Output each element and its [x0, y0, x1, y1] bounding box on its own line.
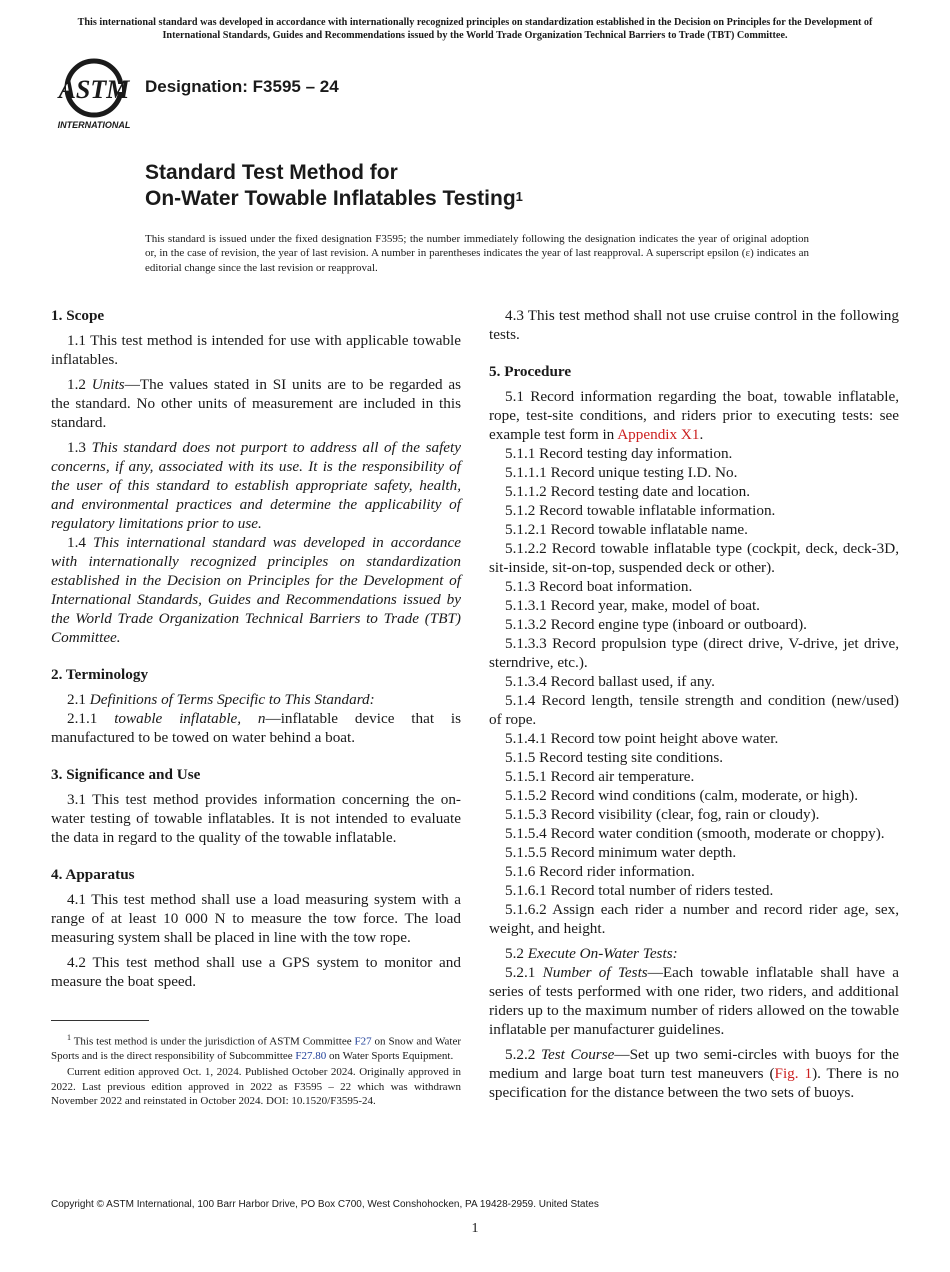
para-5-1-3: 5.1.3 Record boat information.	[505, 578, 693, 595]
para-4-2: 4.2 This test method shall use a GPS system to monitor and measure the boat speed.	[51, 954, 461, 990]
para-5-1-5-1: 5.1.5.1 Record air temperature.	[505, 768, 695, 785]
para-4-1: 4.1 This test method shall use a load measuring system with a range of at least 10 000 N to measure the tow force. The load measuring system shall be placed in line with the tow rope.	[51, 891, 461, 946]
para-5-2-2	[489, 1045, 899, 1102]
para-1-4	[51, 533, 461, 647]
para-5-1-text: 5.1 Record information regarding the boat, towable inflatable, rope, test-site conditions, and riders prior to executing tests: see example test form in	[489, 388, 899, 443]
para-2-1-1-term: towable inflatable, n	[114, 710, 266, 727]
para-5-1-3-2: 5.1.3.2 Record engine type (inboard or outboard).	[505, 616, 807, 633]
footnote-1-mark: 1	[67, 1033, 71, 1042]
para-5-1-3-3: 5.1.3.3 Record propulsion type (direct drive, V-drive, jet drive, sterndrive, etc.).	[489, 635, 899, 671]
top-notice: This international standard was developed in accordance with internationally recognized principles on standardization established in the Decision on Principles for the Development of International Standards, Guides and Recommendations issued by the World Trade Organization Technical Barriers to Trade (TBT) Committee.	[77, 17, 873, 41]
para-5-1-2-2: 5.1.2.2 Record towable inflatable type (cockpit, deck, deck-3D, sit-inside, sit-on-top, suspended deck or other).	[489, 540, 899, 576]
para-5-1	[489, 387, 899, 444]
para-5-1-5: 5.1.5 Record testing site conditions.	[505, 749, 724, 766]
title-line-1: Standard Test Method for	[145, 161, 398, 184]
copyright-notice: Copyright © ASTM International, 100 Barr Harbor Drive, PO Box C700, West Conshohocken, PA 19428-2959. United States	[51, 1199, 599, 1210]
issue-note: This standard is issued under the fixed designation F3595; the number immediately following the designation indicates the year of original adoption or, in the case of revision, the year of last revision. A number in parentheses indicates the year of last reapproval. A superscript epsilon (ε) indicates an editorial change since the last revision or reapproval.	[145, 233, 809, 274]
para-2-1-1-text: —inflatable device that is manufactured to be towed on water behind a boat.	[51, 710, 461, 746]
astm-logo-icon	[52, 56, 136, 132]
para-5-2-2-text-a: —Set up two semi-circles with buoys for the medium and large boat turn test maneuvers (	[489, 1046, 900, 1082]
section-heading-procedure: 5. Procedure	[489, 363, 572, 380]
document-title	[145, 160, 523, 212]
footnote-divider	[51, 1020, 149, 1021]
left-column	[51, 306, 461, 997]
para-5-1-5-3: 5.1.5.3 Record visibility (clear, fog, rain or cloudy).	[505, 806, 820, 823]
title-footnote-ref: 1	[515, 189, 523, 204]
para-5-2-2-text-b: ). There is no specification for the distance between the two sets of buoys.	[489, 1065, 900, 1101]
footnote-1-text-c: on Water Sports Equipment.	[326, 1050, 454, 1063]
para-2-1	[51, 690, 461, 709]
para-5-2-1	[489, 963, 899, 1039]
para-5-1-6-1: 5.1.6.1 Record total number of riders tested.	[505, 882, 774, 899]
title-line-2-text: On-Water Towable Inflatables Testing	[145, 187, 516, 210]
appendix-x1-link[interactable]: Appendix X1	[617, 426, 700, 443]
footnote-2: Current edition approved Oct. 1, 2024. Published October 2024. Originally approved in 2022. Last previous edition approved in 2022 as F3595 – 22 which was withdrawn November 2022 and reinstated in October 2024. DOI: 10.1520/F3595-24.	[51, 1066, 461, 1108]
footnote-1	[51, 1031, 461, 1063]
para-5-2-1-term: Number of Tests	[542, 964, 648, 981]
para-1-2-num: 1.2	[67, 376, 92, 393]
para-3-1: 3.1 This test method provides information concerning the on-water testing of towable inflatables. It is not intended to evaluate the data in regard to the quality of the towable inflatable.	[51, 791, 461, 846]
section-heading-terminology: 2. Terminology	[51, 666, 149, 683]
footnote-1-text-a: This test method is under the jurisdiction of ASTM Committee	[71, 1035, 355, 1048]
para-5-2-2-num: 5.2.2	[505, 1046, 541, 1063]
fig-1-link[interactable]: Fig. 1	[774, 1065, 813, 1082]
para-5-1-5-4: 5.1.5.4 Record water condition (smooth, moderate or choppy).	[505, 825, 885, 842]
para-1-4-num: 1.4	[67, 534, 93, 551]
designation: Designation: F3595 – 24	[145, 77, 339, 96]
footnote-1-text-b: on Snow and Water Sports and is the direct responsibility of Subcommittee	[51, 1035, 461, 1063]
para-1-3-text: This standard does not purport to address all of the safety concerns, if any, associated with its use. It is the responsibility of the user of this standard to establish appropriate safety, health, and environmental practices and determine the applicability of regulatory limitations prior to use.	[51, 439, 462, 532]
section-heading-scope: 1. Scope	[51, 307, 105, 324]
para-5-1-5-5: 5.1.5.5 Record minimum water depth.	[505, 844, 737, 861]
para-5-1-6-2: 5.1.6.2 Assign each rider a number and record rider age, sex, weight, and height.	[489, 901, 899, 937]
right-column	[489, 306, 899, 1108]
para-1-2-text: —The values stated in SI units are to be regarded as the standard. No other units of measurement are included in this standard.	[51, 376, 461, 431]
para-1-2	[51, 375, 461, 432]
para-5-1-end: .	[699, 426, 704, 443]
para-5-2-2-term: Test Course	[540, 1046, 615, 1063]
logo-subtext: INTERNATIONAL	[57, 120, 131, 130]
para-2-1-num: 2.1	[67, 691, 90, 708]
section-heading-apparatus: 4. Apparatus	[51, 866, 135, 883]
para-5-1-1-2: 5.1.1.2 Record testing date and location.	[505, 483, 751, 500]
para-1-2-term: Units	[91, 376, 125, 393]
para-5-1-4-1: 5.1.4.1 Record tow point height above water.	[505, 730, 779, 747]
committee-f27-link[interactable]: F27	[354, 1035, 372, 1048]
logo-mark: ASTM	[58, 75, 130, 104]
para-5-1-2-1: 5.1.2.1 Record towable inflatable name.	[505, 521, 748, 538]
footnotes	[51, 1031, 461, 1111]
para-5-1-1: 5.1.1 Record testing day information.	[505, 445, 733, 462]
para-5-2-1-num: 5.2.1	[505, 964, 543, 981]
para-1-3-num: 1.3	[67, 439, 92, 456]
para-2-1-text: Definitions of Terms Specific to This Standard:	[89, 691, 375, 708]
para-5-2-text: Execute On-Water Tests:	[527, 945, 678, 962]
para-5-2	[489, 944, 899, 963]
para-4-3: 4.3 This test method shall not use cruise control in the following tests.	[489, 307, 899, 343]
astm-logo	[52, 56, 136, 132]
title-line-2	[145, 186, 523, 212]
para-5-1-6: 5.1.6 Record rider information.	[505, 863, 695, 880]
section-heading-significance: 3. Significance and Use	[51, 766, 201, 783]
para-1-1: 1.1 This test method is intended for use with applicable towable inflatables.	[51, 332, 461, 368]
para-2-1-1	[51, 709, 461, 747]
subcommittee-f27-80-link[interactable]: F27.80	[295, 1050, 327, 1063]
para-5-1-4: 5.1.4 Record length, tensile strength and condition (new/used) of rope.	[489, 692, 899, 728]
para-5-1-3-1: 5.1.3.1 Record year, make, model of boat.	[505, 597, 760, 614]
para-5-1-2: 5.1.2 Record towable inflatable information.	[505, 502, 776, 519]
para-5-1-3-4: 5.1.3.4 Record ballast used, if any.	[505, 673, 715, 690]
para-5-1-5-2: 5.1.5.2 Record wind conditions (calm, moderate, or high).	[505, 787, 859, 804]
para-2-1-1-num: 2.1.1	[67, 710, 115, 727]
para-5-2-1-text: —Each towable inflatable shall have a series of tests performed with one rider, two riders, and additional riders up to the maximum number of riders allowed on the towable inflatable per manufacturer guidelines.	[489, 964, 899, 1038]
para-1-3	[51, 438, 461, 533]
para-1-4-text: This international standard was developed in accordance with internationally recognized principles on standardization established in the Decision on Principles for the Development of International Standards, Guides and Recommendations issued by the World Trade Organization Technical Barriers to Trade (TBT) Committee.	[51, 534, 462, 646]
para-5-1-1-1: 5.1.1.1 Record unique testing I.D. No.	[505, 464, 738, 481]
page-number: 1	[471, 1221, 479, 1236]
para-5-2-num: 5.2	[505, 945, 528, 962]
